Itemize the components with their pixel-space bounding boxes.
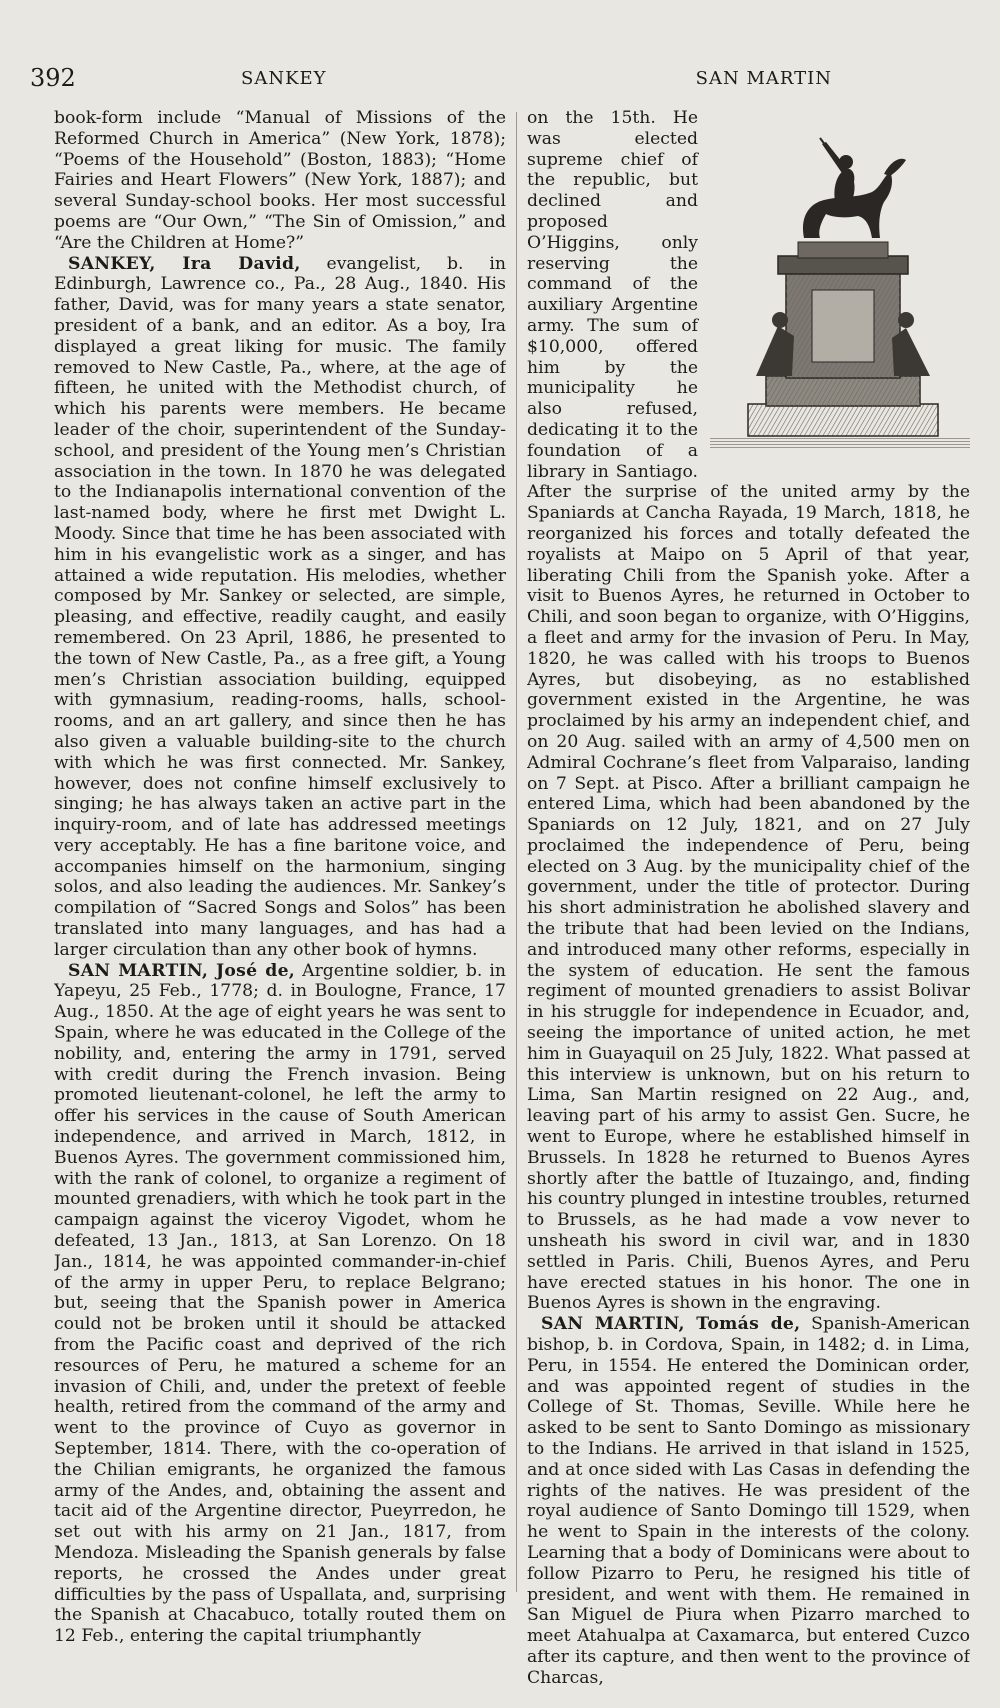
entry-body: Argentine soldier, b. in Yapeyu, 25 Feb., 1778; d. in Boulogne, France, 17 Aug., 1850. At the age of eight years he was sent to Spain, where he was educated in the College of the nobility, and, entering the army in 1791, served with credit during the French invasion. Being promoted lieutenant-colonel, he left the army to offer his services in the cause of South American independence, and arrived in March, 1812, in Buenos Ayres. The government commissioned him, with the rank of colonel, to organize a regiment of mounted grenadiers, with which he took part in the campaign against the viceroy Vigodet, whom he defeated, 13 Jan., 1813, at San Lorenzo. On 18 Jan., 1814, he was appointed commander-in-chief of the army in upper Peru, to replace Belgrano; but, seeing that the Spanish power in America could not be broken until it should be attacked from the Pacific coast and deprived of the rich resources of Peru, he matured a scheme for an invasion of Chili, and, under the pretext of feeble health, retired from the command of the army and went to the province of Cuyo as governor in September, 1814. There, with the co-operation of the Chilian emigrants, he organized the famous army of the Andes, and, obtaining the assent and tacit aid of the Argentine director, Pueyrredon, he set out with his army on 21 Jan., 1817, from Mendoza. Misleading the Spanish generals by false reports, he crossed the Andes under great difficulties by the pass of Uspallata, and, surprising the Spanish at Chacabuco, totally routed them on 12 Feb., entering the capital triumphantly <box>54 960 506 1647</box>
running-head-left: SANKEY <box>241 68 327 89</box>
running-head-right: SAN MARTIN <box>695 68 832 89</box>
entry-sankey-ira-david <box>54 254 506 961</box>
entry-body: Spanish-American bishop, b. in Cordova, Spain, in 1482; d. in Lima, Peru, in 1554. He entered the Dominican order, and was appointed regent of studies in the College of St. Thomas, Seville. While here he asked to be sent to Santo Domingo as missionary to the Indians. He arrived in that island in 1525, and at once sided with Las Casas in defending the rights of the natives. He was president of the royal audience of Santo Domingo till 1529, when he went to Spain in the interests of the colony. Learning that a body of Dominicans were about to follow Pizarro to Peru, he resigned his title of president, and went with them. He remained in San Miguel de Piura when Pizarro marched to meet Atahualpa at Caxamarca, but entered Cuzco after its capture, and then went to the province of Charcas, <box>527 1314 970 1688</box>
entry-headword: SAN MARTIN, Tomás de, <box>541 1314 801 1335</box>
equestrian-statue-engraving <box>708 114 970 466</box>
entry-san-martin-tomas <box>527 1314 970 1688</box>
entry-body: evangelist, b. in Edinburgh, Lawrence co., Pa., 28 Aug., 1840. His father, David, was for many years a state senator, president of a bank, and an editor. As a boy, Ira displayed a great liking for music. The family removed to New Castle, Pa., where, at the age of fifteen, he united with the Methodist church, of which his parents were members. He became leader of the choir, superintendent of the Sunday-school, and president of the Young men’s Christian association in the town. In 1870 he was delegated to the Indianapolis international convention of the last-named body, where he first met Dwight L. Moody. Since that time he has been associated with him in his evangelistic work as a singer, and has attained a wide reputation. His melodies, whether composed by Mr. Sankey or selected, are simple, pleasing, and effective, readily caught, and easily remembered. On 23 April, 1886, he presented to the town of New Castle, Pa., as a free gift, a Young men’s Christian association building, equipped with gymnasium, reading-rooms, halls, school-rooms, and an art gallery, and since then he has also given a valuable building-site to the church with which he was first connected. Mr. Sankey, however, does not confine himself exclusively to singing; he has always taken an active part in the inquiry-room, and of late has addressed meetings very acceptably. He has a fine baritone voice, and accompanies himself on the harmonium, singing solos, and also leading the audiences. Mr. Sankey’s compilation of “Sacred Songs and Solos” has been translated into many languages, and has had a larger circulation than any other book of hymns. <box>54 253 506 960</box>
entry-headword: SANKEY, Ira David, <box>68 253 301 274</box>
right-column <box>527 108 970 1698</box>
left-column <box>54 108 506 1698</box>
page-number: 392 <box>30 64 76 92</box>
entry-continuation: on the 15th. He was elected supreme chief of the republic, but declined and proposed O’Higgins, only reserving the command of the auxiliary Argentine army. The sum of $10,000, offered him by the municipality he also refused, dedicating it to the foundation of a library in Santiago. After the surprise of the united army by the Spaniards at Cancha Rayada, 19 March, 1818, he reorganized his forces and totally defeated the royalists at Maipo on 5 April of that year, liberating Chili from the Spanish yoke. After a visit to Buenos Ayres, he returned in October to Chili, and soon began to organize, with O’Higgins, a fleet and army for the invasion of Peru. In May, 1820, he was called with his troops to Buenos Ayres, but disobeying, as no established government existed in the Argentine, he was proclaimed by his army an independent chief, and on 20 Aug. sailed with an army of 4,500 men on Admiral Cochrane’s fleet from Valparaiso, landing on 7 Sept. at Pisco. After a brilliant campaign he entered Lima, which had been abandoned by the Spaniards on 12 July, 1821, and on 27 July proclaimed the independence of Peru, being elected on 3 Aug. by the municipality chief of the government, under the title of protector. During his short administration he abolished slavery and the tribute that had been levied on the Indians, and introduced many other reforms, especially in the system of education. He sent the famous regiment of mounted grenadiers to assist Bolivar in his struggle for independence in Ecuador, and, seeing the importance of united action, he met him in Guayaquil on 25 July, 1822. What passed at this interview is unknown, but on his return to Lima, San Martin resigned on 22 Aug., and, leaving part of his army to assist Gen. Sucre, he went to Europe, where he established himself in Brussels. In 1828 he returned to Buenos Ayres shortly after the battle of Ituzaingo, and, finding his country plunged in intestine troubles, returned to Brussels, as he had made a vow never to unsheath his sword in civil war, and in 1830 settled in Paris. Chili, Buenos Ayres, and Peru have erected statues in his honor. The one in Buenos Ayres is shown in the engraving. <box>527 108 970 1314</box>
entry-san-martin-jose <box>54 961 506 1647</box>
entry-continuation: book-form include “Manual of Missions of the Reformed Church in America” (New York, 1878); “Poems of the Household” (Boston, 1883); “Home Fairies and Heart Flowers” (New York, 1887); and several Sunday-school books. Her most successful poems are “Our Own,” “The Sin of Omission,” and “Are the Children at Home?” <box>54 108 506 253</box>
column-divider <box>516 112 517 1592</box>
entry-headword: SAN MARTIN, José de, <box>68 960 296 981</box>
page-header <box>0 64 1000 96</box>
